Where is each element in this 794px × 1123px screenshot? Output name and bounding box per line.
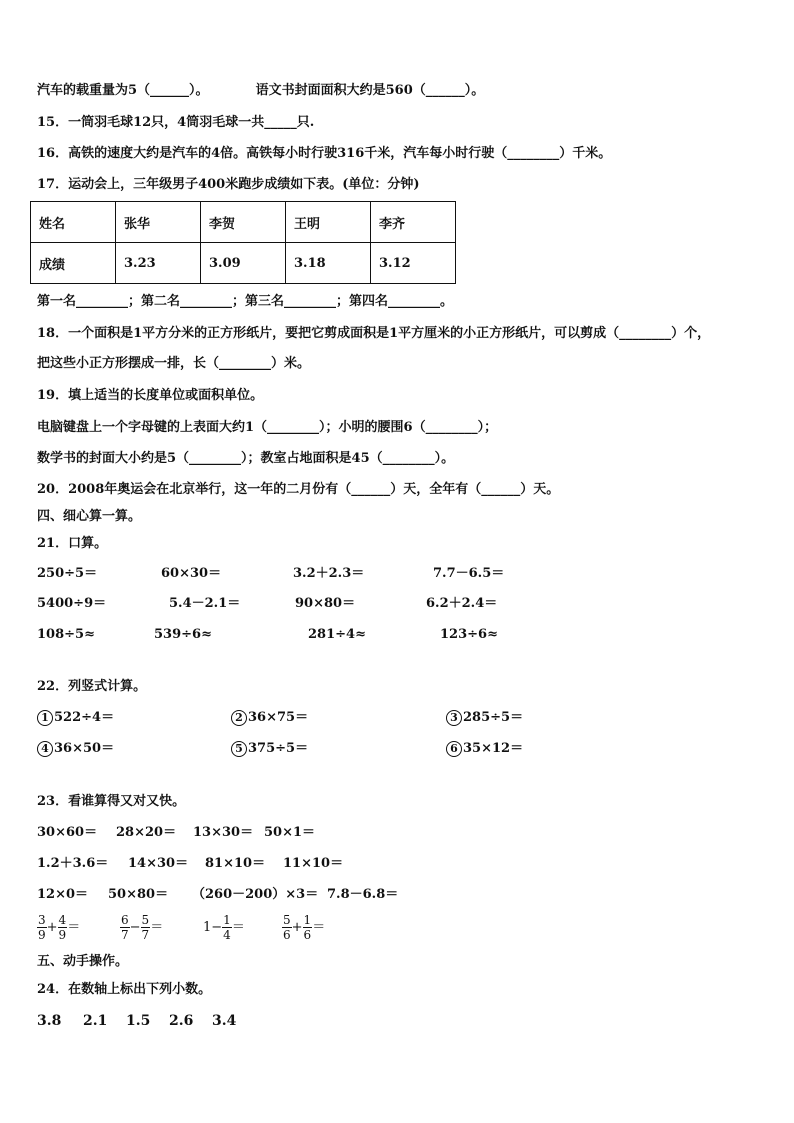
- q23-item: 28×20＝: [116, 825, 177, 840]
- q21-item: 60×30＝: [161, 566, 222, 581]
- circled-number: 6: [446, 741, 462, 757]
- q22-item: [37, 740, 114, 758]
- q23-item: 12×0＝: [37, 887, 89, 902]
- numerator: 5: [141, 913, 150, 927]
- q22-item: [37, 709, 114, 727]
- circled-number: 5: [231, 741, 247, 757]
- equals: ＝: [312, 920, 326, 935]
- equals: ＝: [67, 920, 81, 935]
- q23-item: 1.2＋3.6＝: [37, 856, 109, 871]
- table-cell: 李贺: [201, 202, 286, 243]
- q23-item: 50×1＝: [264, 825, 316, 840]
- section-5-heading: 五、动手操作。: [37, 954, 129, 969]
- question-16: 16．高铁的速度大约是汽车的4倍。高铁每小时行驶316千米，汽车每小时行驶（________）千米。: [37, 146, 612, 161]
- q22-expr: 36×50＝: [54, 741, 115, 756]
- table-cell: 3.09: [201, 243, 286, 284]
- q22-item: [231, 740, 308, 758]
- circled-number: 3: [446, 710, 462, 726]
- question-18-a: 18．一个面积是1平方分米的正方形纸片，要把它剪成面积是1平方厘米的小正方形纸片，可以剪成（________）个，: [37, 326, 711, 341]
- operator: +: [46, 920, 58, 935]
- denominator: 4: [223, 928, 231, 942]
- numerator: 3: [38, 913, 46, 927]
- question-20: 20．2008年奥运会在北京举行，这一年的二月份有（______）天，全年有（______）天。: [37, 482, 560, 497]
- q21-item: 123÷6≈: [440, 627, 498, 642]
- q23-fraction-item: [203, 913, 245, 942]
- q23-fraction-item: [120, 913, 163, 942]
- circled-number: 2: [231, 710, 247, 726]
- decimal-value: 2.1: [83, 1013, 108, 1029]
- numerator: 5: [283, 913, 291, 927]
- decimal-value: 3.8: [37, 1013, 62, 1029]
- table-row: [31, 243, 456, 284]
- q23-item: 13×30＝: [193, 825, 254, 840]
- q23-item: 81×10＝: [205, 856, 266, 871]
- question-24: 24．在数轴上标出下列小数。: [37, 982, 212, 997]
- q22-item: [446, 709, 523, 727]
- q23-item: 50×80＝: [108, 887, 169, 902]
- table-cell: 王明: [286, 202, 371, 243]
- q23-item: （260－200）×3＝: [192, 887, 319, 902]
- denominator: 6: [283, 928, 291, 942]
- q22-expr: 285÷5＝: [463, 710, 524, 725]
- q23-item: 11×10＝: [283, 856, 344, 871]
- q23-fraction-row: [37, 913, 774, 949]
- table-cell: 成绩: [31, 243, 116, 284]
- q21-item: 90×80＝: [295, 596, 356, 611]
- q22-expr: 36×75＝: [248, 710, 309, 725]
- denominator: 9: [38, 928, 46, 942]
- circled-number: 4: [37, 741, 53, 757]
- table-cell: 姓名: [31, 202, 116, 243]
- q23-item: 14×30＝: [128, 856, 189, 871]
- table-cell: 3.12: [371, 243, 456, 284]
- line-vehicle-book: [37, 82, 774, 100]
- numerator: 1: [223, 913, 231, 927]
- table-cell: 李齐: [371, 202, 456, 243]
- operator: −: [129, 920, 141, 935]
- q22-expr: 35×12＝: [463, 741, 524, 756]
- question-21: 21．口算。: [37, 536, 108, 551]
- question-23: 23．看谁算得又对又快。: [37, 794, 186, 809]
- operator: +: [291, 920, 303, 935]
- denominator: 6: [303, 928, 312, 942]
- question-17: 17．运动会上，三年级男子400米跑步成绩如下表。(单位：分钟): [37, 177, 420, 192]
- q21-item: 108÷5≈: [37, 627, 95, 642]
- decimal-value: 3.4: [212, 1013, 237, 1029]
- table-cell: 3.23: [116, 243, 201, 284]
- equals: ＝: [231, 920, 245, 935]
- q21-item: 5400÷9＝: [37, 596, 107, 611]
- question-17-ranking: 第一名________；第二名________；第三名________；第四名________。: [37, 294, 454, 309]
- q22-expr: 375÷5＝: [248, 741, 309, 756]
- denominator: 7: [141, 928, 150, 942]
- scores-table: [30, 201, 456, 284]
- question-19-a: 电脑键盘上一个字母键的上表面大约1（________）；小明的腰围6（________）；: [37, 420, 498, 435]
- q21-item: 7.7－6.5＝: [433, 566, 505, 581]
- q23-item: 30×60＝: [37, 825, 98, 840]
- whole-minus: 1−: [203, 920, 223, 935]
- table-cell: 张华: [116, 202, 201, 243]
- q22-item: [231, 709, 308, 727]
- question-19-b: 数学书的封面大小约是5（________）；教室占地面积是45（________）。: [37, 451, 455, 466]
- decimal-value: 1.5: [126, 1013, 151, 1029]
- circled-number: 1: [37, 710, 53, 726]
- q23-item: 7.8－6.8＝: [327, 887, 399, 902]
- question-22: 22．列竖式计算。: [37, 679, 147, 694]
- q23-fraction-item: [37, 913, 80, 942]
- q22-item: [446, 740, 523, 758]
- q-truck-load: 汽车的载重量为5（______）。: [37, 83, 209, 98]
- q22-expr: 522÷4＝: [54, 710, 115, 725]
- numerator: 6: [121, 913, 129, 927]
- question-15: 15．一筒羽毛球12只，4筒羽毛球一共_____只.: [37, 115, 315, 130]
- q21-item: 6.2＋2.4＝: [426, 596, 498, 611]
- q21-item: 539÷6≈: [154, 627, 212, 642]
- section-4-heading: 四、细心算一算。: [37, 509, 142, 524]
- q21-item: 3.2＋2.3＝: [293, 566, 365, 581]
- question-18-b: 把这些小正方形摆成一排，长（________）米。: [37, 356, 311, 371]
- equals: ＝: [150, 920, 164, 935]
- denominator: 7: [121, 928, 129, 942]
- q21-item: 281÷4≈: [308, 627, 366, 642]
- table-row: [31, 202, 456, 243]
- question-19: 19．填上适当的长度单位或面积单位。: [37, 388, 264, 403]
- q-book-cover: 语文书封面面积大约是560（______）。: [255, 83, 485, 98]
- denominator: 9: [58, 928, 67, 942]
- q23-fraction-item: [282, 913, 325, 942]
- numerator: 1: [303, 913, 312, 927]
- numerator: 4: [58, 913, 67, 927]
- table-cell: 3.18: [286, 243, 371, 284]
- q21-item: 5.4－2.1＝: [169, 596, 241, 611]
- q21-item: 250÷5＝: [37, 566, 98, 581]
- decimal-value: 2.6: [169, 1013, 194, 1029]
